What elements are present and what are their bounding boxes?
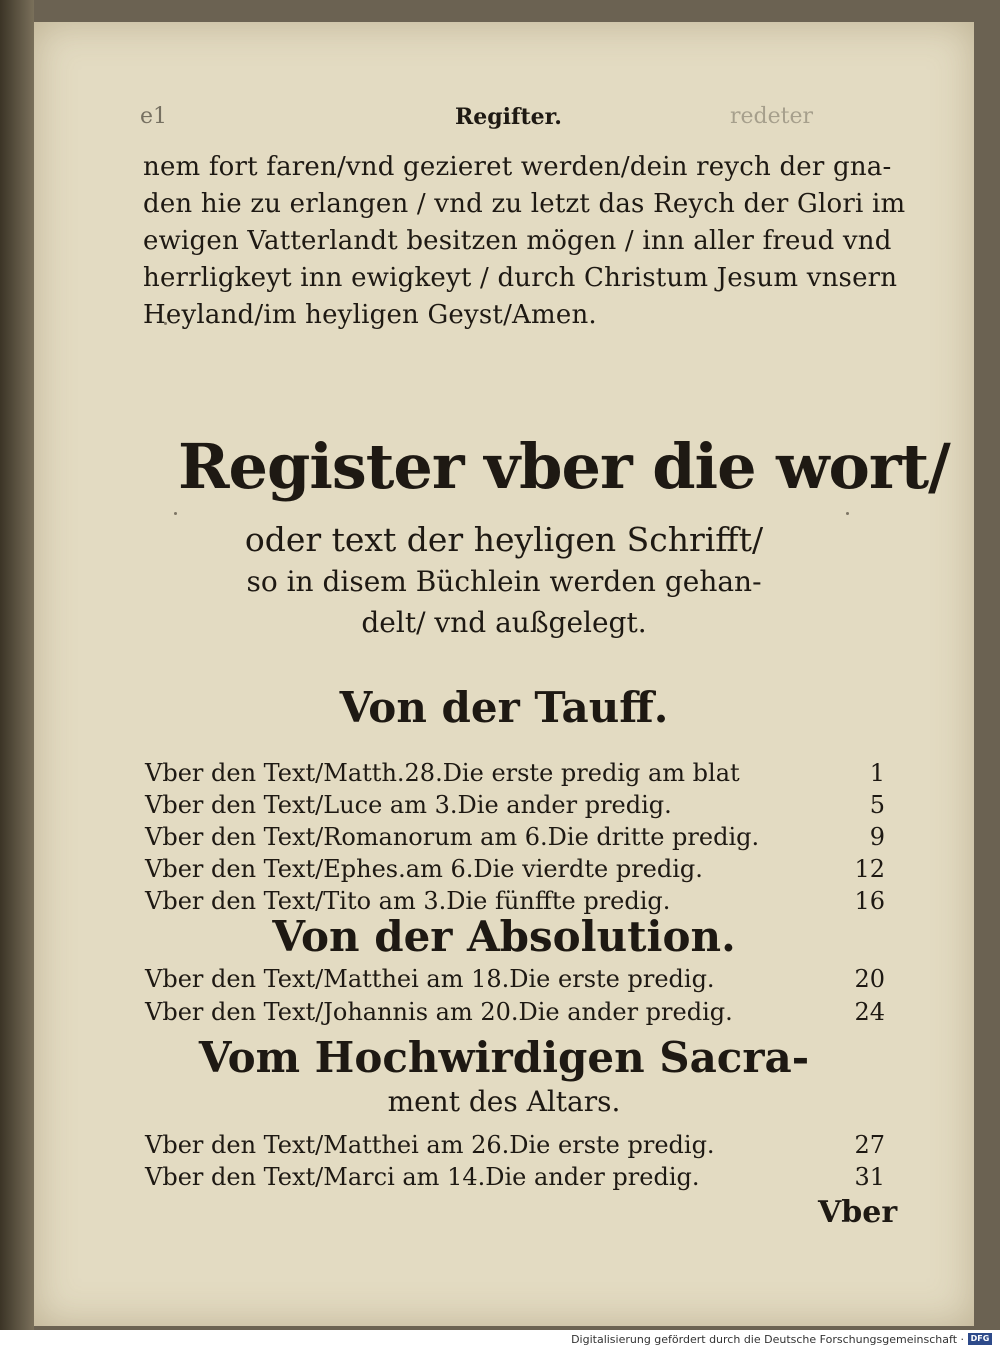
section-heading-continuation: ment des Altars. (387, 1085, 621, 1118)
paper-speck (174, 512, 177, 515)
entry-page: 9 (869, 823, 885, 851)
entry-text: Vber den Text/Luce am 3.Die ander predig. (145, 791, 672, 819)
register-subtitle-line: so in disem Büchlein werden gehan- (246, 565, 762, 598)
body-line: den hie zu erlangen / vnd zu letzt das Reych der Glori im (143, 189, 906, 219)
entry-text: Vber den Text/Matth.28.Die erste predig am blat (145, 759, 740, 787)
register-entry (145, 759, 885, 787)
entry-text: Vber den Text/Romanorum am 6.Die dritte predig. (145, 823, 760, 851)
entry-page: 1 (869, 759, 885, 787)
entry-text: Vber den Text/Marci am 14.Die ander predig. (145, 1163, 700, 1191)
entry-page: 24 (854, 998, 885, 1026)
register-entry (145, 1163, 885, 1191)
entry-page: 5 (869, 791, 885, 819)
footer-credit: Digitalisierung gefördert durch die Deutsche Forschungsgemeinschaft · (571, 1333, 964, 1346)
register-entry (145, 887, 885, 915)
catchword: Vber (818, 1195, 898, 1230)
body-line: nem fort faren/vnd gezieret werden/dein reych der gna- (143, 152, 892, 182)
running-head-title: Regifter. (455, 104, 562, 130)
entry-page: 20 (854, 965, 885, 993)
entry-page: 12 (854, 855, 885, 883)
register-entry (145, 998, 885, 1026)
dfg-logo-icon[interactable]: DFG (968, 1333, 992, 1345)
entry-text: Vber den Text/Ephes.am 6.Die vierdte predig. (145, 855, 703, 883)
register-entry (145, 823, 885, 851)
binding-shadow (0, 0, 34, 1330)
section-heading: Von der Absolution. (272, 912, 736, 961)
register-title: Register vber die wort/ (178, 430, 950, 503)
entry-text: Vber den Text/Johannis am 20.Die ander predig. (145, 998, 733, 1026)
register-subtitle-line: oder text der heyligen Schrifft/ (244, 520, 764, 559)
entry-page: 27 (854, 1131, 885, 1159)
body-line: herrligkeyt inn ewigkeyt / durch Christum Jesum vnsern (143, 263, 898, 293)
bleed-through-text: redeter (730, 104, 814, 129)
body-line: Heyland/im heyligen Geyst/Amen. (143, 300, 597, 330)
section-heading: Von der Tauff. (339, 683, 669, 732)
entry-text: Vber den Text/Matthei am 18.Die erste predig. (145, 965, 715, 993)
entry-text: Vber den Text/Tito am 3.Die fünffte predig. (145, 887, 671, 915)
register-entry (145, 1131, 885, 1159)
entry-text: Vber den Text/Matthei am 26.Die erste predig. (145, 1131, 715, 1159)
entry-page: 16 (854, 887, 885, 915)
section-heading: Vom Hochwirdigen Sacra- (198, 1033, 810, 1082)
paper-speck (846, 512, 849, 515)
register-entry (145, 965, 885, 993)
register-subtitle-line: delt/ vnd außgelegt. (361, 606, 647, 639)
folio-number: e1 (140, 104, 168, 129)
register-entry (145, 791, 885, 819)
register-entry (145, 855, 885, 883)
body-line: ewigen Vatterlandt besitzen mögen / inn aller freud vnd (143, 226, 892, 256)
entry-page: 31 (854, 1163, 885, 1191)
